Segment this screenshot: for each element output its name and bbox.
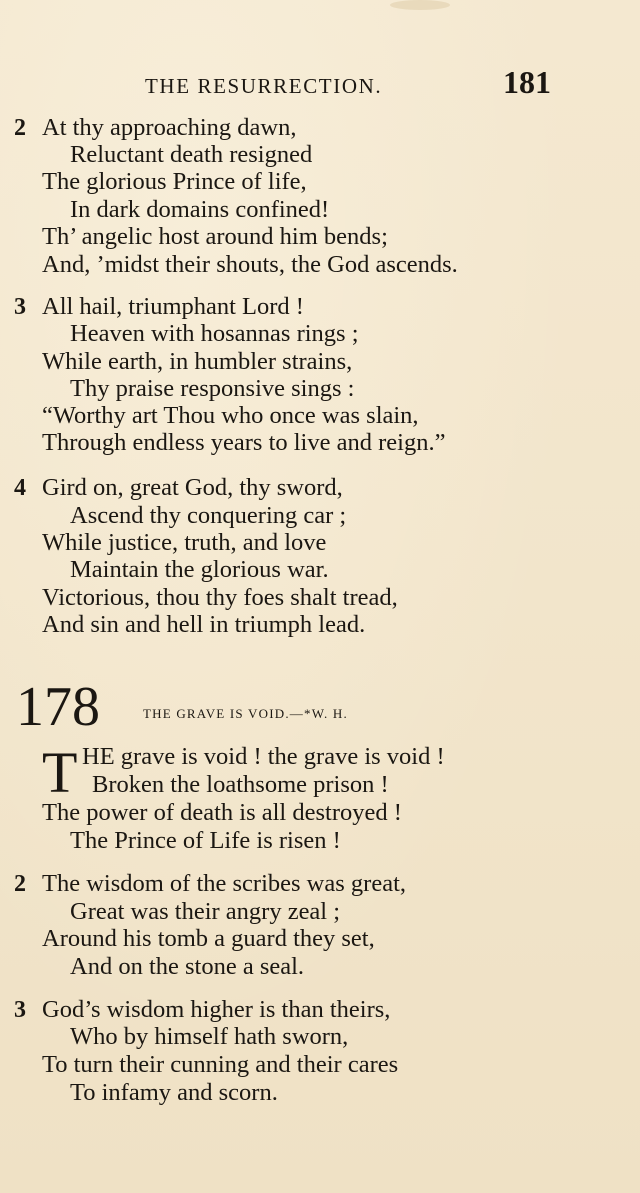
verse-line: The wisdom of the scribes was great,	[42, 870, 406, 897]
stanza-number: 3	[14, 997, 26, 1023]
verse-line: Gird on, great God, thy sword,	[42, 474, 343, 501]
verse-line: Through endless years to live and reign.”	[42, 429, 446, 456]
verse-line: Reluctant death resigned	[70, 141, 313, 168]
hymn-header	[0, 676, 640, 746]
verse-line: And on the stone a seal.	[70, 953, 305, 980]
verse-line: Th’ angelic host around him bends;	[42, 223, 388, 250]
verse-line: While justice, truth, and love	[42, 529, 327, 556]
drop-cap: T	[42, 740, 78, 805]
verse-line: Who by himself hath sworn,	[70, 1023, 349, 1050]
stanza-number: 4	[14, 475, 26, 501]
verse-line: At thy approaching dawn,	[42, 114, 297, 141]
verse-line: Maintain the glorious war.	[70, 556, 329, 583]
verse-line: In dark domains confined!	[70, 196, 330, 223]
verse-line: God’s wisdom higher is than theirs,	[42, 996, 391, 1023]
paper-stain	[390, 0, 450, 10]
verse-line: While earth, in humbler strains,	[42, 348, 353, 375]
verse-line: The glorious Prince of life,	[42, 168, 307, 195]
verse-line: Heaven with hosannas rings ;	[70, 320, 359, 347]
verse-line: All hail, triumphant Lord !	[42, 293, 304, 320]
verse-line: The Prince of Life is risen !	[70, 827, 341, 854]
verse-line: The power of death is all destroyed !	[42, 799, 402, 826]
verse-line: Victorious, thou thy foes shalt tread,	[42, 584, 398, 611]
verse-line: HE grave is void ! the grave is void !	[82, 743, 445, 770]
verse-line: Ascend thy conquering car ;	[70, 502, 347, 529]
page-number: 181	[503, 64, 551, 100]
running-head	[0, 64, 640, 104]
verse-line: Thy praise responsive sings :	[70, 375, 355, 402]
stanza-number: 2	[14, 115, 26, 141]
hymn-title: THE GRAVE IS VOID.—*W. H.	[143, 706, 348, 721]
verse-line: Around his tomb a guard they set,	[42, 925, 375, 952]
stanza-number: 2	[14, 871, 26, 897]
running-title: THE RESURRECTION.	[145, 74, 383, 98]
verse-line: And, ’midst their shouts, the God ascends.	[42, 251, 458, 278]
verse-line: And sin and hell in triumph lead.	[42, 611, 366, 638]
verse-line: Great was their angry zeal ;	[70, 898, 341, 925]
hymn-number: 178	[16, 676, 100, 738]
verse-line: To turn their cunning and their cares	[42, 1051, 399, 1078]
verse-line: “Worthy art Thou who once was slain,	[42, 402, 419, 429]
stanza-number: 3	[14, 294, 26, 320]
verse-line: To infamy and scorn.	[70, 1079, 278, 1106]
verse-line: Broken the loathsome prison !	[92, 771, 389, 798]
